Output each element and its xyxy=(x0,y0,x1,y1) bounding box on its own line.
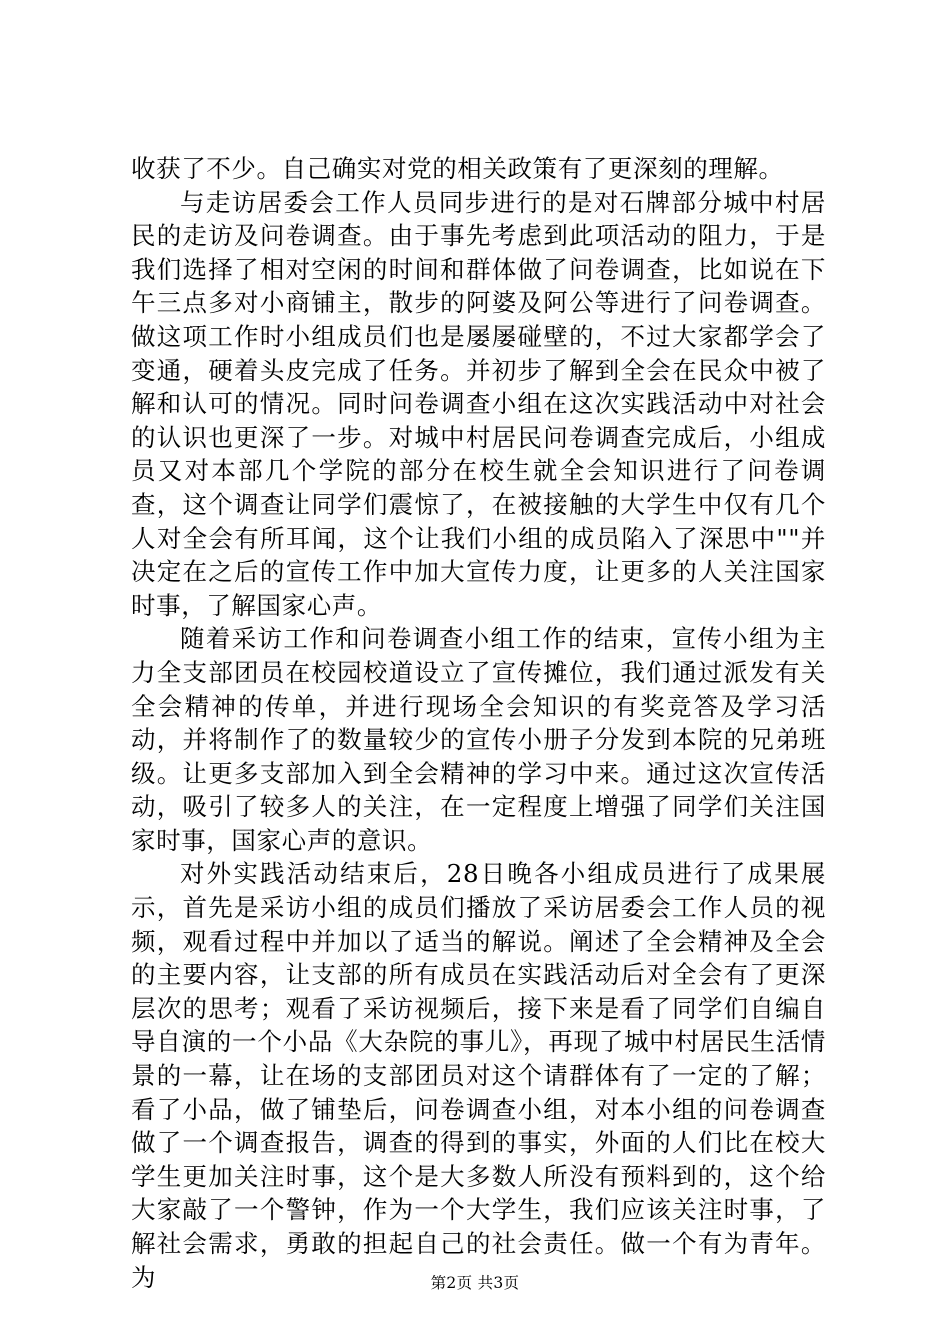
page-number-footer: 第2页 共3页 xyxy=(430,1274,520,1292)
paragraph-publicity: 随着采访工作和问卷调查小组工作的结束，宣传小组为主力全支部团员在校园校道设立了宣传摊位，我们通过派发有关全会精神的传单，并进行现场全会知识的有奖竞答及学习活动，并将制作了的数量较少的宣传小册子分发到本院的兄弟班级。让更多支部加入到全会精神的学习中来。通过这次宣传活动，吸引了较多人的关注，在一定程度上增强了同学们关注国家时事，国家心声的意识。 xyxy=(131,624,826,855)
paragraph-continuation: 收获了不少。自己确实对党的相关政策有了更深刻的理解。 xyxy=(131,154,784,183)
document-body xyxy=(131,152,826,1294)
paragraph-results: 对外实践活动结束后，28日晚各小组成员进行了成果展示，首先是采访小组的成员们播放了采访居委会工作人员的视频，观看过程中并加以了适当的解说。阐述了全会精神及全会的主要内容，让支部的所有成员在实践活动后对全会有了更深层次的思考；观看了采访视频后，接下来是看了同学们自编自导自演的一个小品《大杂院的事儿》，再现了城中村居民生活情景的一幕，让在场的支部团员对这个请群体有了一定的了解；看了小品，做了铺垫后，问卷调查小组，对本小组的问卷调查做了一个调查报告，调查的得到的事实，外面的人们比在校大学生更加关注时事，这个是大多数人所没有预料到的，这个给大家敲了一个警钟，作为一个大学生，我们应该关注时事，了解社会需求，勇敢的担起自己的社会责任。做一个有为青年。为 xyxy=(131,859,826,1292)
paragraph-survey: 与走访居委会工作人员同步进行的是对石牌部分城中村居民的走访及问卷调查。由于事先考虑到此项活动的阻力，于是我们选择了相对空闲的时间和群体做了问卷调查，比如说在下午三点多对小商铺主，散步的阿婆及阿公等进行了问卷调查。做这项工作时小组成员们也是屡屡碰壁的，不过大家都学会了变通，硬着头皮完成了任务。并初步了解到全会在民众中被了解和认可的情况。同时问卷调查小组在这次实践活动中对社会的认识也更深了一步。对城中村居民问卷调查完成后，小组成员又对本部几个学院的部分在校生就全会知识进行了问卷调查，这个调查让同学们震惊了，在被接触的大学生中仅有几个人对全会有所耳闻，这个让我们小组的成员陷入了深思中""并决定在之后的宣传工作中加大宣传力度，让更多的人关注国家时事，了解国家心声。 xyxy=(131,187,826,620)
